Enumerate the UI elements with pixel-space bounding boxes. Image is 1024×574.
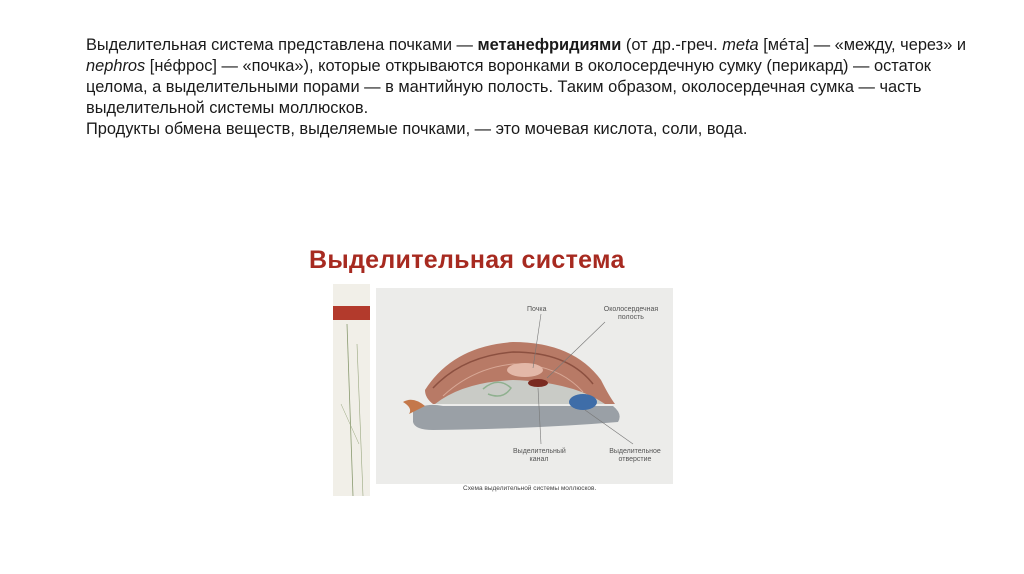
paragraph-2: Продукты обмена веществ, выделяемые почками, — это мочевая кислота, соли, вода. — [86, 120, 748, 138]
figure-caption: Схема выделительной системы моллюсков. — [463, 485, 597, 492]
body-text — [86, 35, 991, 140]
label-pericardium: Околосердечная полость — [603, 306, 659, 321]
text-span: [нéфрос] — «почка»), которые открываются воронками в околосердечную сумку (перикард) — остаток целома, а выделительными порами — в мантийную полость. Таким образом, околосердечная сумка — часть выделительной системы моллюсков. — [86, 57, 931, 117]
term-nephros: nephros — [86, 57, 146, 75]
label-canal: Выделительный канал — [513, 448, 566, 463]
label-kidney: Почка — [527, 306, 547, 313]
text-span: [мéта] — «между, через» и — [758, 36, 967, 54]
text-span: Выделительная система представлена почками — — [86, 36, 478, 54]
figure-title: Выделительная система — [309, 246, 625, 274]
label-pore: Выделительное отверстие — [609, 448, 661, 463]
term-metanephridia: метанефридиями — [477, 36, 622, 54]
text-span: (от др.-греч. — [621, 36, 723, 54]
paragraph-1 — [86, 35, 991, 119]
term-meta: meta — [722, 36, 759, 54]
figure-image — [333, 284, 676, 496]
